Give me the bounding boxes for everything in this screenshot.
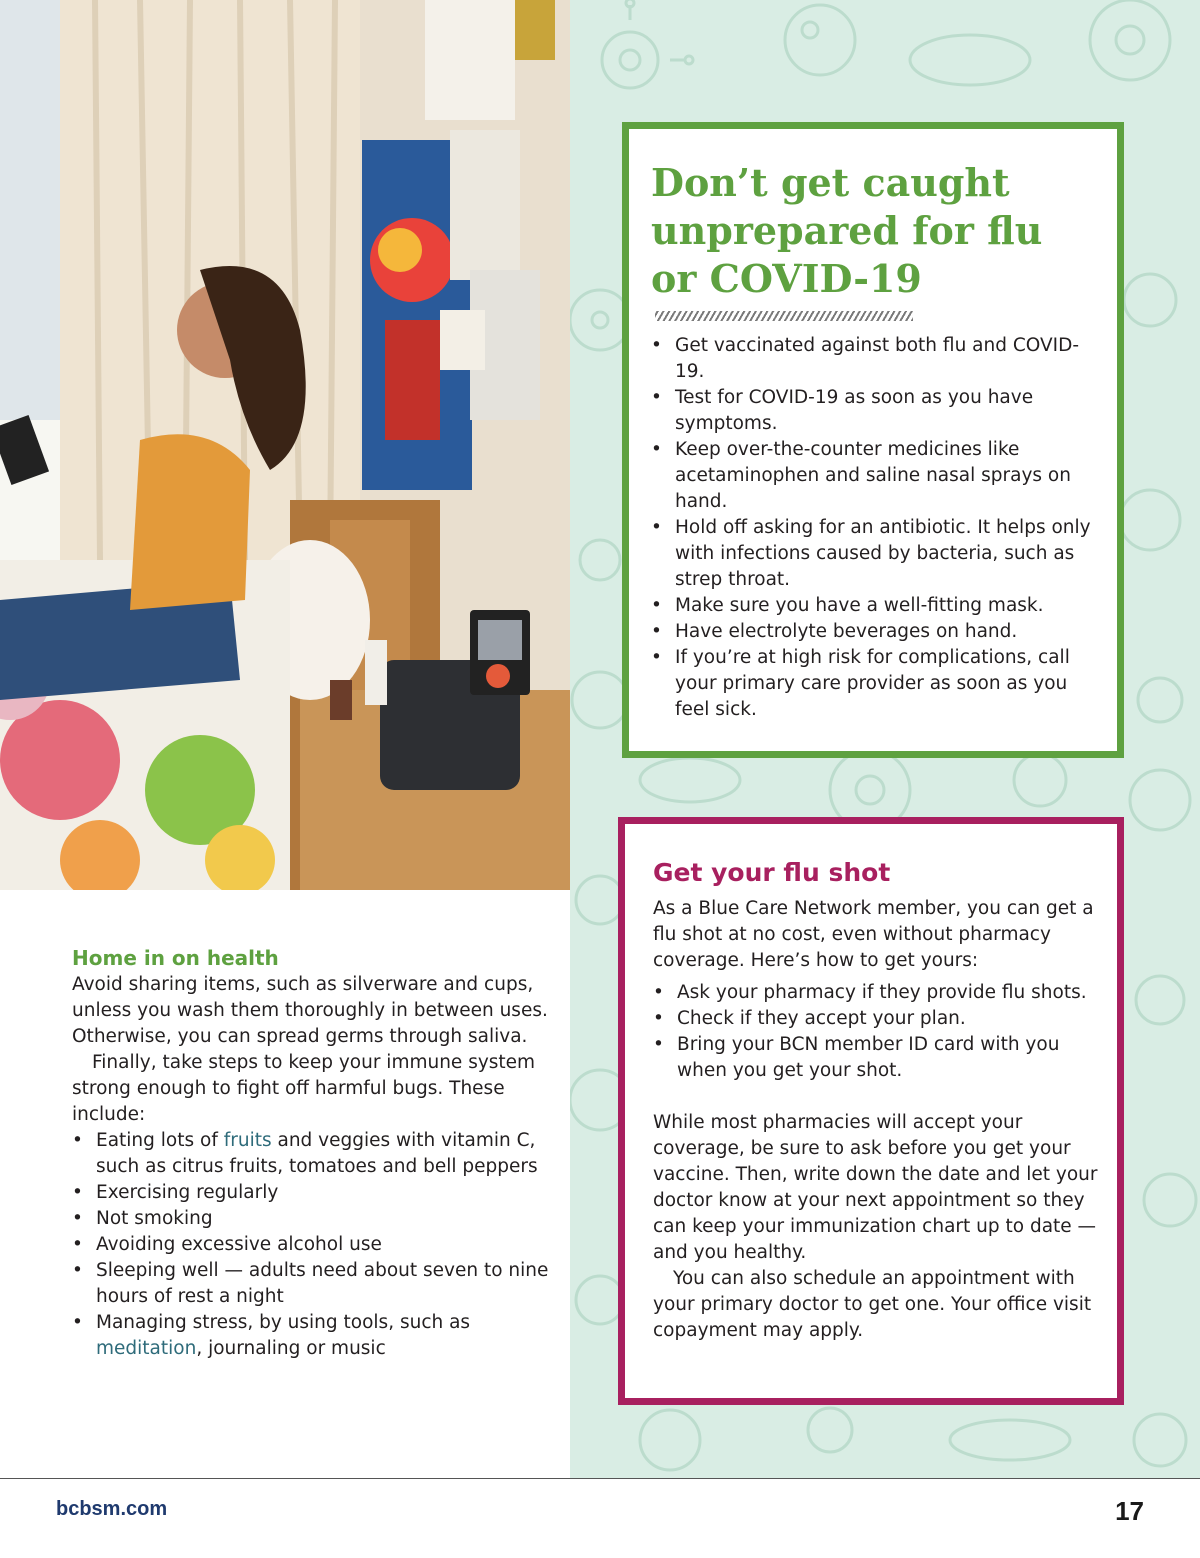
footer-website[interactable]: bcbsm.com (56, 1498, 168, 1520)
home-in-on-health-section (72, 944, 552, 1362)
list-item: • Check if they accept your plan. (653, 1008, 966, 1029)
footer-divider (0, 1478, 1200, 1479)
flu-box-heading: Don’t get caught unprepared for flu or COVID-19 (651, 160, 1043, 301)
list-item: • Managing stress, by using tools, such as meditation, journaling or music (72, 1312, 471, 1359)
list-item: • Test for COVID-19 as soon as you have symptoms. (651, 387, 1034, 434)
list-item: • Ask your pharmacy if they provide flu shots. (653, 982, 1087, 1003)
flu-tips-list (651, 333, 1101, 723)
hatch-divider (655, 311, 913, 321)
flu-shot-paragraph-2: You can also schedule an appointment with your primary doctor to get one. Your office visit copayment may apply. (653, 1268, 1092, 1341)
list-item: • Bring your BCN member ID card with you when you get your shot. (653, 1034, 1060, 1081)
flu-shot-heading: Get your flu shot (653, 858, 891, 887)
fruits-link[interactable]: fruits (223, 1130, 272, 1151)
list-item: • Eating lots of fruits and veggies with vitamin C, such as citrus fruits, tomatoes and bell peppers (72, 1130, 538, 1177)
flu-shot-intro: As a Blue Care Network member, you can get a flu shot at no cost, even without pharmacy coverage. Here’s how to get yours: (653, 898, 1094, 971)
list-item: • If you’re at high risk for complications, call your primary care provider as soon as you feel sick. (651, 647, 1070, 720)
list-item: • Have electrolyte beverages on hand. (651, 621, 1018, 642)
flu-shot-box (618, 817, 1124, 1405)
list-item: • Make sure you have a well-fitting mask. (651, 595, 1044, 616)
list-item: • Keep over-the-counter medicines like acetaminophen and saline nasal sprays on hand. (651, 439, 1071, 512)
list-item: • Exercising regularly (72, 1182, 279, 1203)
home-paragraph: Avoid sharing items, such as silverware and cups, unless you wash them thoroughly in between uses. Otherwise, you can spread germs through saliva. (72, 974, 548, 1047)
page-number: 17 (1115, 1496, 1144, 1526)
dorm-photo (0, 0, 570, 890)
flu-covid-tips-box (622, 122, 1124, 758)
flu-shot-steps-list (653, 980, 1098, 1084)
list-item: • Not smoking (72, 1208, 213, 1229)
list-item: • Sleeping well — adults need about seven to nine hours of rest a night (72, 1260, 549, 1307)
flu-shot-paragraph: While most pharmacies will accept your coverage, be sure to ask before you get your vaccine. Then, write down the date and let your doctor know at your next appointment so they can keep your immunization chart up to date — and you healthy. (653, 1112, 1098, 1263)
home-paragraph-2: Finally, take steps to keep your immune system strong enough to fight off harmful bugs. These include: (72, 1052, 536, 1125)
immune-tips-list (72, 1128, 552, 1362)
list-item: • Get vaccinated against both flu and COVID-19. (651, 335, 1080, 382)
flu-shot-body (653, 896, 1098, 1344)
home-heading: Home in on health (72, 946, 279, 970)
list-item: • Avoiding excessive alcohol use (72, 1234, 382, 1255)
meditation-link[interactable]: meditation (96, 1338, 197, 1359)
list-item: • Hold off asking for an antibiotic. It helps only with infections caused by bacteria, such as strep throat. (651, 517, 1091, 590)
